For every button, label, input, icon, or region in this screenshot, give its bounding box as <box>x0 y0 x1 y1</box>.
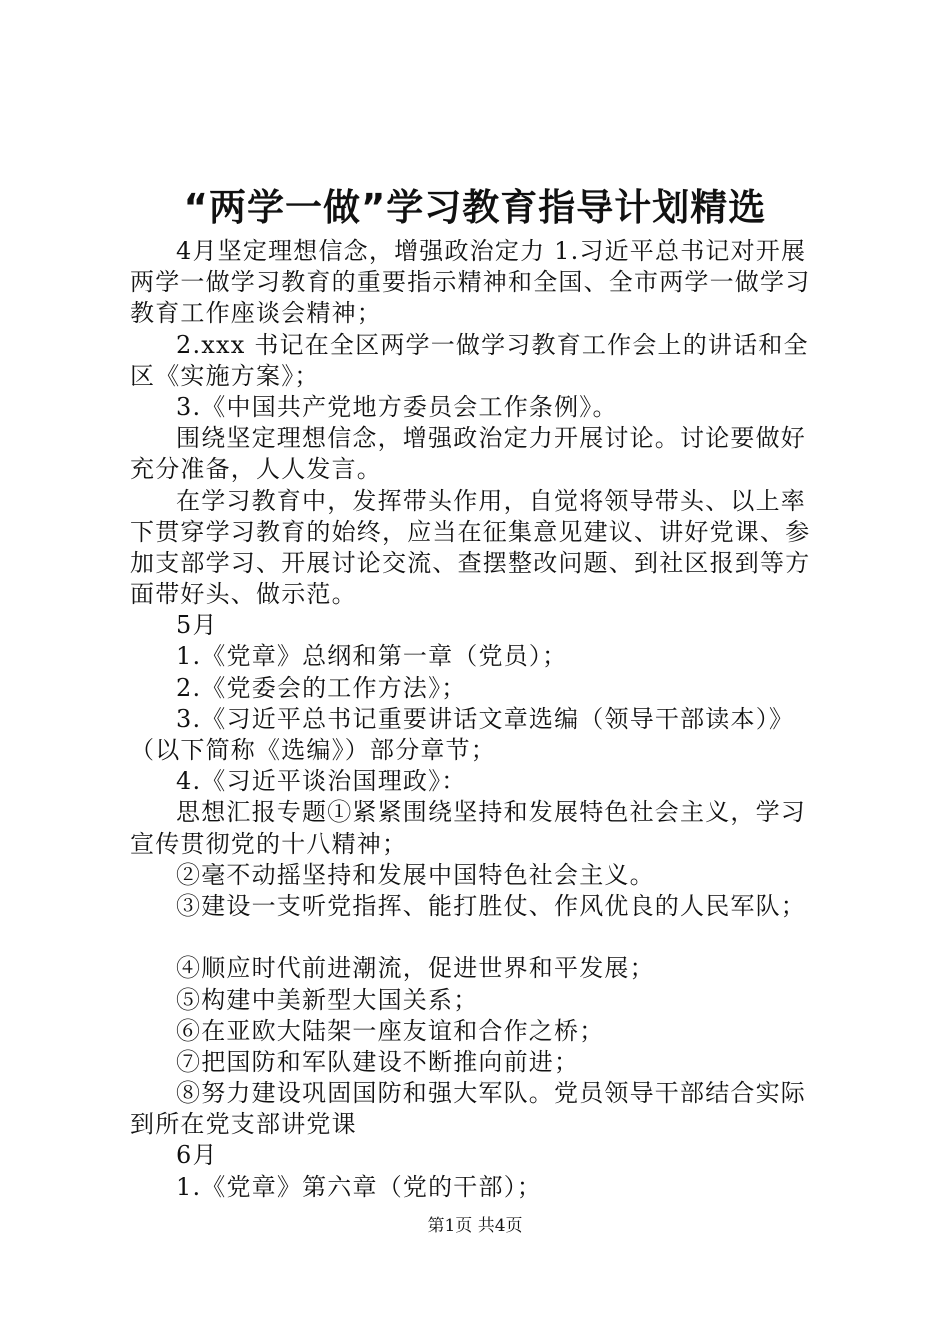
text-line: 4月坚定理想信念，增强政治定力 1.习近平总书记对开展 <box>176 237 807 265</box>
text-line: 区《实施方案》； <box>130 361 320 390</box>
document-body <box>130 236 830 1203</box>
text-line: ⑥在亚欧大陆架一座友谊和合作之桥； <box>176 1016 605 1045</box>
text-line: 宣传贯彻党的十八精神； <box>130 829 408 858</box>
text-line: 加支部学习、开展讨论交流、查摆整改问题、到社区报到等方 <box>130 548 811 577</box>
text-line: 面带好头、做示范。 <box>130 580 357 609</box>
text-line: 3.《中国共产党地方委员会工作条例》。 <box>176 392 618 421</box>
text-line: ⑤构建中美新型大国关系； <box>176 985 479 1014</box>
text-line: 下贯穿学习教育的始终，应当在征集意见建议、讲好党课、参 <box>130 517 811 546</box>
text-line: （以下简称《选编》）部分章节； <box>130 736 496 764</box>
text-line: ③建设一支听党指挥、能打胜仗、作风优良的人民军队； <box>176 891 806 920</box>
text-line <box>130 922 830 953</box>
text-line: 5月 <box>176 611 218 640</box>
text-line: 6月 <box>176 1141 218 1170</box>
text-line: 1.《党章》总纲和第一章（党员）； <box>176 642 568 671</box>
text-line: 2.xxx 书记在全区两学一做学习教育工作会上的讲话和全 <box>176 330 809 359</box>
text-line: 1.《党章》第六章（党的干部）； <box>176 1172 543 1201</box>
text-line: 到所在党支部讲党课 <box>130 1110 357 1139</box>
text-line: ⑧努力建设巩固国防和强大军队。党员领导干部结合实际 <box>176 1079 806 1108</box>
text-line: 两学一做学习教育的重要指示精神和全国、全市两学一做学习 <box>130 268 811 297</box>
text-line: 充分准备，人人发言。 <box>130 455 382 484</box>
text-line: 4.《习近平谈治国理政》： <box>176 767 467 796</box>
text-line: 2.《党委会的工作方法》； <box>176 673 467 702</box>
text-line: ⑦把国防和军队建设不断推向前进； <box>176 1047 580 1076</box>
text-line: 思想汇报专题①紧紧围绕坚持和发展特色社会主义，学习 <box>176 798 806 827</box>
text-line: 3.《习近平总书记重要讲话文章选编（领导干部读本）》 <box>176 704 795 733</box>
document-title: “两学一做”学习教育指导计划精选 <box>183 186 767 229</box>
text-line: ②毫不动摇坚持和发展中国特色社会主义。 <box>176 860 655 889</box>
text-line: 在学习教育中，发挥带头作用，自觉将领导带头、以上率 <box>176 486 806 515</box>
text-line: ④顺应时代前进潮流，促进世界和平发展； <box>176 954 655 983</box>
text-line: 教育工作座谈会精神； <box>130 299 382 328</box>
text-line: 围绕坚定理想信念，增强政治定力开展讨论。讨论要做好 <box>176 424 806 453</box>
page-footer: 第1页 共4页 <box>427 1216 523 1236</box>
